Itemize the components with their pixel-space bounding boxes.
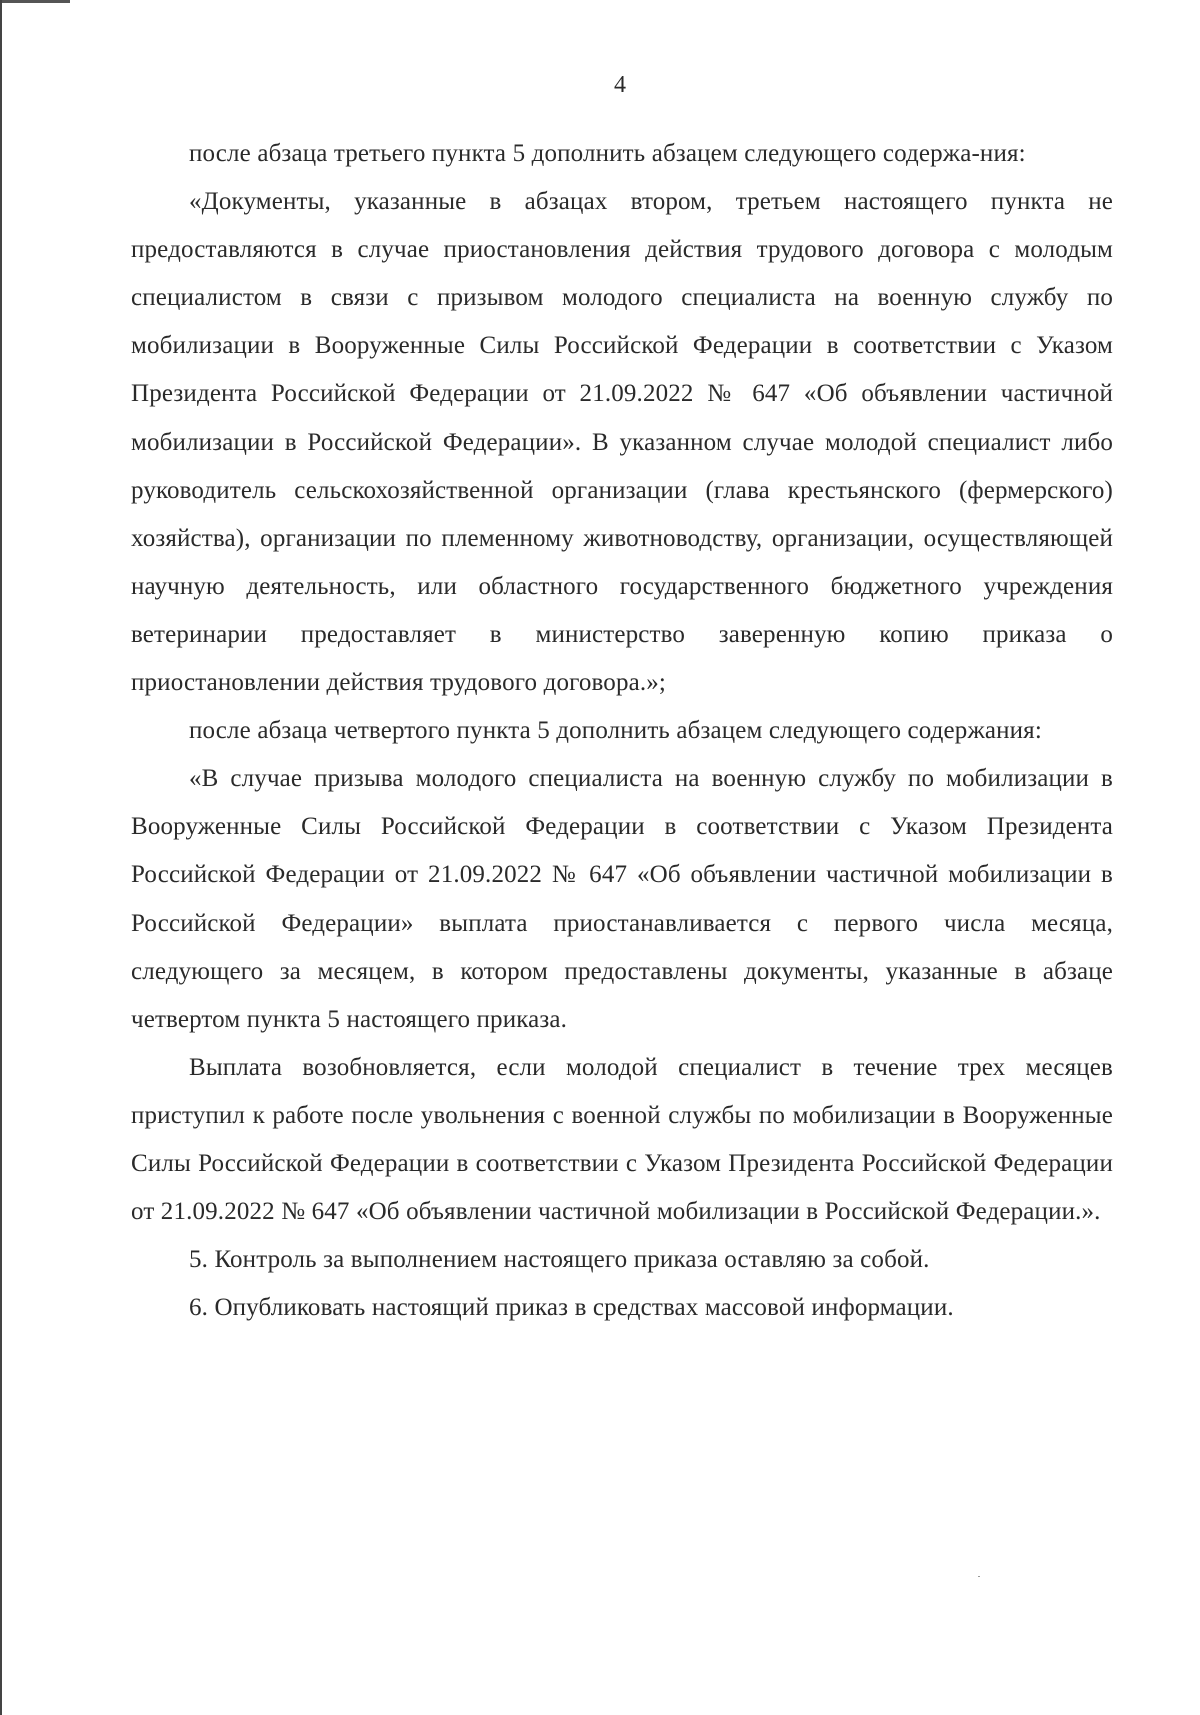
paragraph-6: 5. Контроль за выполнением настоящего приказа оставляю за собой. [189, 1246, 930, 1274]
paragraph-4: «В случае призыва молодого специалиста на военную службу по мобилизации в Вооруженные Силы Российской Федерации в соответствии с Указом Президента Российской Федерации от 21.09.2022 № 647 «Об объявлении частичной мобилизации в Российской Федерации» выплата приостанавливается с первого числа месяца, следующего за месяцем, в котором предоставлены документы, указанные в абзаце четвертом пункта 5 настоящего приказа. [131, 765, 1113, 1033]
page-number: 4 [614, 72, 626, 98]
paragraph-7: 6. Опубликовать настоящий приказ в средствах массовой информации. [189, 1294, 954, 1322]
scan-edge-left [0, 0, 2, 1715]
document-body [131, 130, 1113, 1332]
scan-speck [978, 1576, 980, 1577]
scan-edge-top [0, 0, 70, 3]
paragraph-3: после абзаца четвертого пункта 5 дополнить абзацем следующего содержания: [189, 717, 1042, 745]
paragraph-1: после абзаца третьего пункта 5 дополнить абзацем следующего содержа-ния: [189, 140, 1026, 167]
paragraph-2: «Документы, указанные в абзацах втором, третьем настоящего пункта не предоставляются в случае приостановления действия трудового договора с молодым специалистом в связи с призывом молодого специалиста на военную службу по мобилизации в Вооруженные Силы Российской Федерации в соответствии с Указом Президента Российской Федерации от 21.09.2022 № 647 «Об объявлении частичной мобилизации в Российской Федерации». В указанном случае молодой специалист либо руководитель сельскохозяйственной организации (глава крестьянского (фермерского) хозяйства), организации по племенному животноводству, организации, осуществляющей научную деятельность, или областного государственного бюджетного учреждения ветеринарии предоставляет в министерство заверенную копию приказа о приостановлении действия трудового договора.»; [131, 188, 1113, 697]
paragraph-5: Выплата возобновляется, если молодой специалист в течение трех месяцев приступил к работе после увольнения с военной службы по мобилизации в Вооруженные Силы Российской Федерации в соответствии с Указом Президента Российской Федерации от 21.09.2022 № 647 «Об объявлении частичной мобилизации в Российской Федерации.». [131, 1053, 1113, 1226]
